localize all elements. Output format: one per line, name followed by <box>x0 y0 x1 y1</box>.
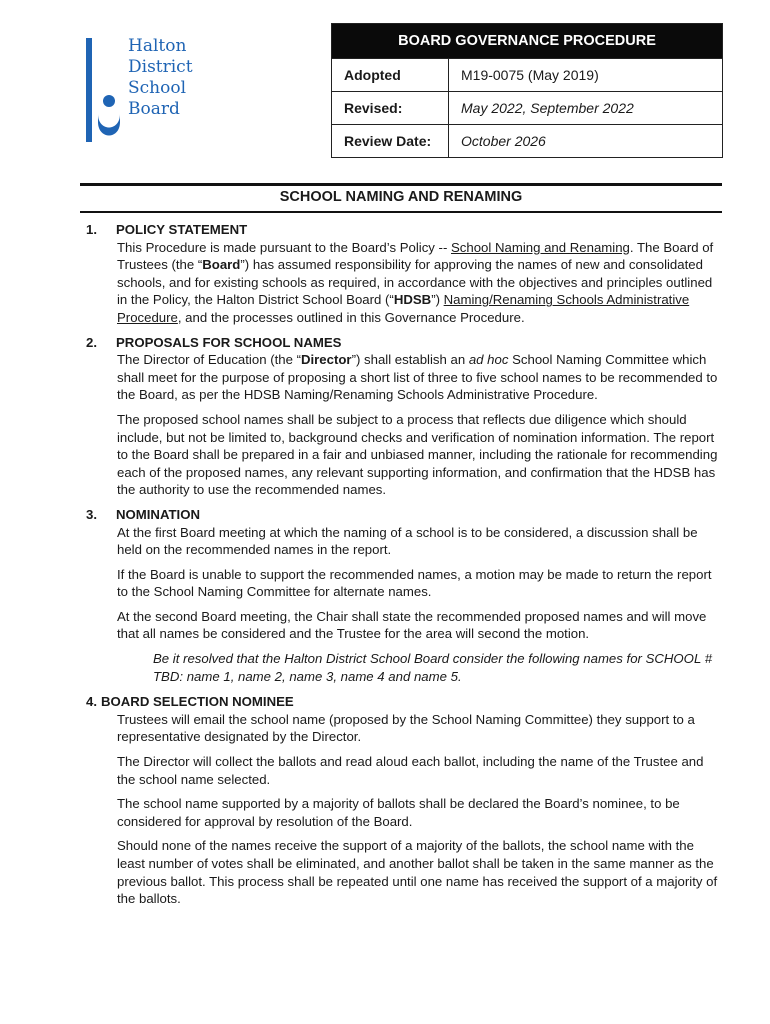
bold-term: HDSB <box>393 292 432 308</box>
section-number: 2. <box>86 334 97 350</box>
section-title: BOARD SELECTION NOMINEE <box>101 694 294 710</box>
nomination-paragraph-2: If the Board is unable to support the recommended names, a motion may be made to return the report to the School Naming Committee for alternate names. <box>117 566 712 600</box>
procedure-link[interactable]: Naming/Renaming Schools Administrative Procedure <box>117 292 690 325</box>
selection-paragraph-2: The Director will collect the ballots and read aloud each ballot, including the name of the Trustee and the school name selected. <box>117 754 704 787</box>
section-title: POLICY STATEMENT <box>116 222 248 237</box>
bold-term: Director <box>300 352 352 368</box>
title-rule-bottom <box>80 211 722 213</box>
text-run: School Naming Committee which shall meet for the purpose of proposing a short list of three to five school names to be recommended to the Board, as per the HDSB Naming/Renaming Schools Administrative Procedure. <box>117 352 718 403</box>
logo-line-4: Board <box>128 99 180 119</box>
title-rule-top <box>80 183 722 186</box>
nomination-paragraph-3: At the second Board meeting, the Chair shall state the recommended proposed names and will move that all names be considered and the Trustee for the area will second the motion. <box>117 608 707 642</box>
table-row-revised <box>332 92 723 125</box>
logo-text <box>128 36 193 120</box>
table-header-title: BOARD GOVERNANCE PROCEDURE <box>332 24 723 59</box>
logo-line-1: Halton <box>128 36 187 56</box>
adopted-value: M19-0075 (May 2019) <box>449 59 723 92</box>
hdsb-logo <box>86 36 196 146</box>
proposals-paragraph-1 <box>117 351 718 404</box>
text-run: ”) shall establish an <box>351 352 469 368</box>
policy-statement-paragraph <box>117 239 718 327</box>
logo-bar <box>86 38 92 142</box>
table-row-review-date <box>332 125 723 158</box>
revised-value: May 2022, September 2022 <box>449 92 723 125</box>
revised-label: Revised: <box>332 92 449 125</box>
section-heading-1 <box>86 221 718 239</box>
selection-paragraph-3: The school name supported by a majority of ballots shall be declared the Board’s nominee, to be considered for approval by resolution of the Board. <box>117 796 680 829</box>
document-title: SCHOOL NAMING AND RENAMING <box>279 189 523 205</box>
section-title: PROPOSALS FOR SCHOOL NAMES <box>116 334 342 350</box>
bold-term: Board <box>202 257 241 273</box>
text-run: ”) has assumed responsibility for approving the names of new and consolidated schools, and for existing schools as required, in accordance with the objectives and principles outlined in the Policy, the Halton District School Board (“ <box>117 257 713 308</box>
policy-link[interactable]: School Naming and Renaming <box>451 239 630 255</box>
section-heading-3 <box>86 506 718 524</box>
motion-text: Be it resolved that the Halton District School Board consider the following names for SCHOOL # TBD: name 1, name 2, name 3, name 4 and name 5. <box>153 651 713 684</box>
section-heading-4 <box>86 693 718 711</box>
table-row-adopted <box>332 59 723 92</box>
document-body <box>86 221 718 915</box>
adopted-label: Adopted <box>332 59 449 92</box>
text-run: ”) <box>431 292 444 308</box>
selection-paragraph-1: Trustees will email the school name (proposed by the School Naming Committee) they support to a representative designated by the Director. <box>117 711 695 745</box>
selection-paragraph-4: Should none of the names receive the support of a majority of the ballots, the school name with the least number of votes shall be eliminated, and another ballot shall be taken in the same manner as the previous ballot. This process shall be repeated until one name has received the support of a majority of the ballots. <box>117 838 718 907</box>
text-run: This Procedure is made pursuant to the Board’s Policy -- <box>117 239 451 255</box>
logo-line-2: District <box>128 57 193 77</box>
section-number: 4. <box>86 694 97 710</box>
text-run: The Director of Education (the “ <box>117 352 301 368</box>
table-header-row <box>332 24 723 59</box>
text-run: . The Board of Trustees (the “ <box>117 239 714 273</box>
text-run: , and the processes outlined in this Governance Procedure. <box>177 309 525 325</box>
proposals-paragraph-2: The proposed school names shall be subject to a process that reflects due diligence which should include, but not be limited to, background checks and verification of nomination information. The report to the Board shall be prepared in a fair and unbiased manner, including the rationale for recommending each of the proposed names, any relevant supporting information, and confirmation that the HDSB has the authority to use the recommended names. <box>117 411 718 498</box>
italic-term: ad hoc <box>468 352 509 368</box>
review-date-label: Review Date: <box>332 125 449 158</box>
section-number: 1. <box>86 222 97 237</box>
procedure-info-table <box>331 23 723 158</box>
review-date-value: October 2026 <box>449 125 723 158</box>
section-number: 3. <box>86 506 97 522</box>
logo-line-3: School <box>128 78 187 98</box>
section-title: NOMINATION <box>116 506 200 522</box>
logo-figure-icon <box>95 92 123 144</box>
section-heading-2 <box>86 334 718 352</box>
nomination-paragraph-1: At the first Board meeting at which the naming of a school is to be considered, a discussion shall be held on the recommended names in the report. <box>117 524 698 558</box>
